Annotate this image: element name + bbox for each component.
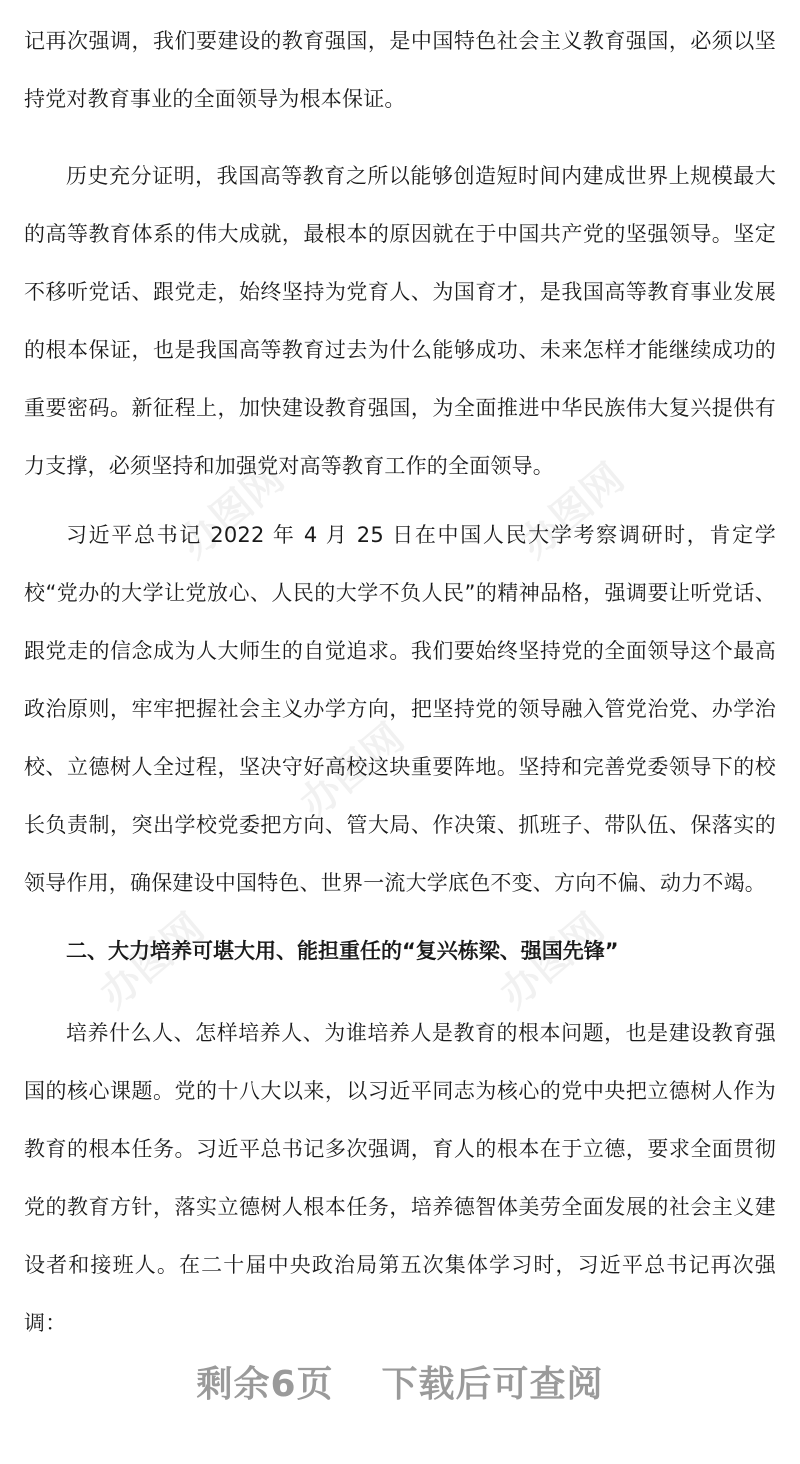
download-to-view-label: 下载后可查阅: [381, 1364, 604, 1405]
download-prompt[interactable]: [0, 1356, 800, 1416]
remaining-pages-label: 剩余6页: [196, 1364, 334, 1405]
watermark: 办图网: [171, 454, 293, 568]
watermark: 办图网: [291, 714, 413, 828]
watermark: 办图网: [511, 454, 633, 568]
paragraph-2: 历史充分证明，我国高等教育之所以能够创造短时间内建成世界上规模最大的高等教育体系的伟大成就，最根本的原因就在于中国共产党的坚强领导。坚定不移听党话、跟党走，始终坚持为党育人、为国育才，是我国高等教育事业发展的根本保证，也是我国高等教育过去为什么能够成功、未来怎样才能继续成功的重要密码。新征程上，加快建设教育强国，为全面推进中华民族伟大复兴提供有力支撑，必须坚持和加强党对高等教育工作的全面领导。: [24, 164, 776, 478]
paragraph-1: 记再次强调，我们要建设的教育强国，是中国特色社会主义教育强国，必须以坚持党对教育事业的全面领导为根本保证。: [24, 29, 776, 111]
paragraph-4: 培养什么人、怎样培养人、为谁培养人是教育的根本问题，也是建设教育强国的核心课题。党的十八大以来，以习近平同志为核心的党中央把立德树人作为教育的根本任务。习近平总书记多次强调，育人的根本在于立德，要求全面贯彻党的教育方针，落实立德树人根本任务，培养德智体美劳全面发展的社会主义建设者和接班人。在二十届中央政治局第五次集体学习时，习近平总书记再次强调：: [24, 1021, 776, 1335]
watermark: 办图网: [91, 904, 213, 1018]
section-heading: 二、大力培养可堪大用、能担重任的“复兴栋梁、强国先锋”: [66, 939, 619, 963]
paragraph-3: 习近平总书记 2022 年 4 月 25 日在中国人民大学考察调研时，肯定学校“党办的大学让党放心、人民的大学不负人民”的精神品格，强调要让听党话、跟党走的信念成为人大师生的自觉追求。我们要始终坚持党的全面领导这个最高政治原则，牢牢把握社会主义办学方向，把坚持党的领导融入管党治党、办学治校、立德树人全过程，坚决守好高校这块重要阵地。坚持和完善党委领导下的校长负责制，突出学校党委把方向、管大局、作决策、抓班子、带队伍、保落实的领导作用，确保建设中国特色、世界一流大学底色不变、方向不偏、动力不竭。: [24, 523, 776, 895]
watermark: 办图网: [491, 904, 613, 1018]
